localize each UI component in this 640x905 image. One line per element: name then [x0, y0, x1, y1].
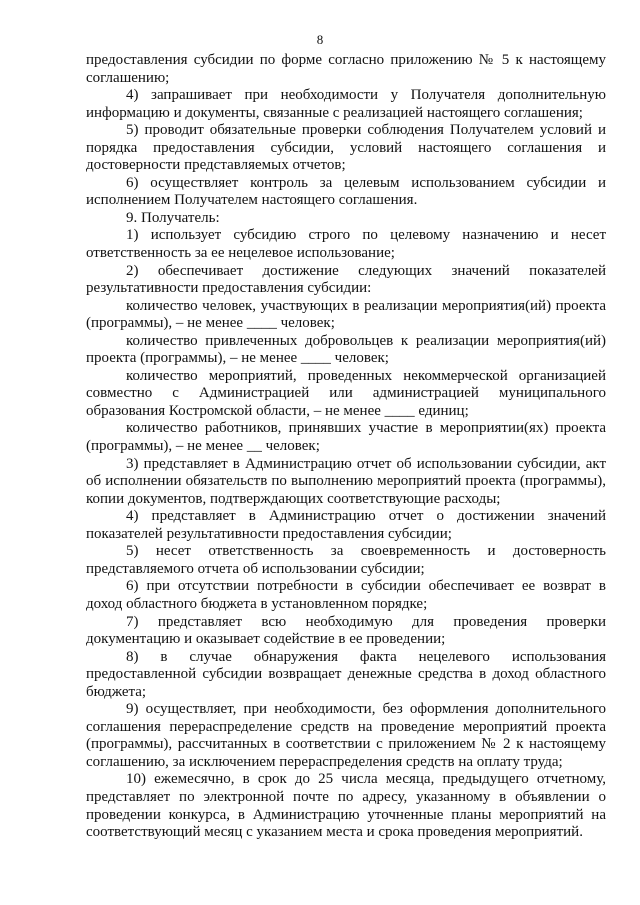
indicator-joint-events: количество мероприятий, проведенных некоммерческой организацией совместно с Администрацией или администрацией муниципального образования Костромской области, – не менее ____ единиц;	[86, 367, 606, 419]
paragraph-recipient-2: 2) обеспечивает достижение следующих значений показателей результативности предоставления субсидии:	[86, 262, 606, 297]
paragraph-recipient-4: 4) представляет в Администрацию отчет о достижении значений показателей результативности предоставления субсидии;	[86, 508, 606, 542]
paragraph-recipient-3: 3) представляет в Администрацию отчет об использовании субсидии, акт об исполнении обязательств по выполнению мероприятий проекта (программы), копии документов, подтверждающих соответствующие расходы;	[86, 455, 606, 507]
paragraph-recipient-5: 5) несет ответственность за своевременность и достоверность представляемого отчета об использовании субсидии;	[86, 543, 606, 577]
indicator-workers: количество работников, принявших участие в мероприятии(ях) проекта (программы), – не менее __ человек;	[86, 420, 606, 455]
document-body	[86, 52, 606, 842]
page-number: 8	[316, 32, 324, 47]
paragraph-continuation: предоставления субсидии по форме согласно приложению № 5 к настоящему соглашению;	[86, 52, 606, 86]
paragraph-recipient-7: 7) представляет всю необходимую для проведения проверки документацию и оказывает содействие в ее проведении;	[86, 613, 606, 648]
paragraph-clause-4-requests-info: 4) запрашивает при необходимости у Получателя дополнительную информацию и документы, связанные с реализацией настоящего соглашения;	[86, 87, 606, 121]
paragraph-recipient-1: 1) использует субсидию строго по целевому назначению и несет ответственность за ее нецелевое использование;	[86, 227, 606, 262]
section-heading-recipient: 9. Получатель:	[126, 209, 220, 226]
indicator-volunteers: количество привлеченных добровольцев к реализации мероприятия(ий) проекта (программы), – не менее ____ человек;	[86, 332, 606, 367]
paragraph-recipient-8: 8) в случае обнаружения факта нецелевого использования предоставленной субсидии возвращает денежные средства в доход областного бюджета;	[86, 648, 606, 700]
paragraph-recipient-10: 10) ежемесячно, в срок до 25 числа месяца, предыдущего отчетному, представляет по электронной почте по адресу, указанному в объявлении о проведении конкурса, в Администрацию уточненные планы мероприятий на соответствующий месяц с указанием места и срока проведения мероприятий.	[86, 771, 606, 841]
paragraph-recipient-6: 6) при отсутствии потребности в субсидии обеспечивает ее возврат в доход областного бюджета в установленном порядке;	[86, 578, 606, 612]
paragraph-recipient-9: 9) осуществляет, при необходимости, без оформления дополнительного соглашения перераспределение средств на проведение мероприятий проекта (программы), рассчитанных в соответствии с приложением № 2 к настоящему соглашению, за исключением перераспределения средств на оплату труда;	[86, 701, 606, 770]
paragraph-clause-6-control: 6) осуществляет контроль за целевым использованием субсидии и исполнением Получателем настоящего соглашения.	[86, 174, 606, 209]
paragraph-clause-5-inspections: 5) проводит обязательные проверки соблюдения Получателем условий и порядка предоставления субсидии, условий настоящего соглашения и достоверности представляемых отчетов;	[86, 122, 606, 174]
indicator-participants: количество человек, участвующих в реализации мероприятия(ий) проекта (программы), – не менее ____ человек;	[86, 297, 606, 332]
